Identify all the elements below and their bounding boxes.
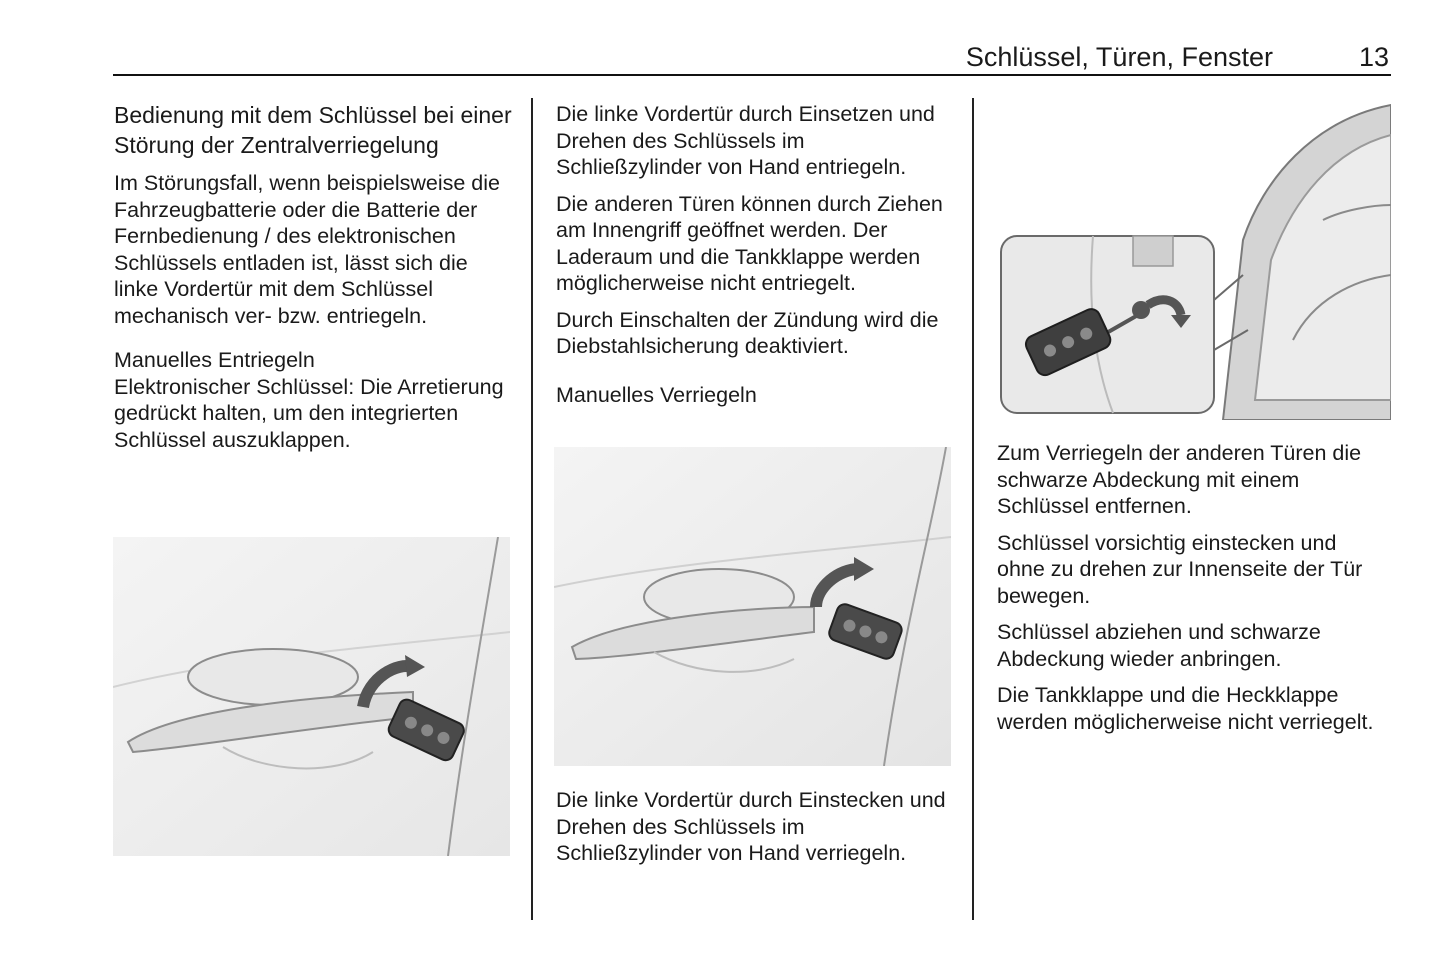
column-divider-2 (972, 98, 974, 920)
column-1 (114, 101, 514, 453)
section-heading: Bedienung mit dem Schlüssel bei einer Störung der Zentralverriegelung (114, 102, 512, 158)
door-edge-cover-image (993, 100, 1391, 420)
col3-paragraph-2: Schlüssel vorsichtig einstecken und ohne zu drehen zur Innenseite der Tür bewegen. (997, 530, 1363, 608)
door-handle-unlock-illustration (113, 537, 510, 856)
column-2 (556, 101, 956, 408)
subheading-unlock: Manuelles Entriegeln (114, 348, 315, 372)
unlock-instruction: Elektronischer Schlüssel: Die Arretierung gedrückt halten, um den integrierten Schlüssel auszuklappen. (114, 374, 504, 452)
page-number: 13 (1358, 42, 1389, 72)
door-handle-key-image (113, 537, 510, 856)
door-handle-lock-illustration (554, 447, 951, 766)
intro-paragraph: Im Störungsfall, wenn beispielsweise die Fahrzeugbatterie oder die Batterie der Fernbedienung / des elektronischen Schlüssels entladen ist, lässt sich die linke Vordertür mit dem Schlüssel mechanisch ver- bzw. entriegeln. (114, 171, 501, 328)
col2-paragraph-2: Die anderen Türen können durch Ziehen am Innengriff geöffnet werden. Der Laderaum und die Tankklappe werden möglicherweise nicht entriegelt. (556, 191, 943, 295)
col2-paragraph-3: Durch Einschalten der Zündung wird die Diebstahlsicherung deaktiviert. (556, 307, 939, 358)
door-handle-lock-image (554, 447, 951, 766)
col3-paragraph-3: Schlüssel abziehen und schwarze Abdeckung wieder anbringen. (997, 620, 1321, 671)
lock-caption (556, 787, 956, 867)
col2-paragraph-1: Die linke Vordertür durch Einsetzen und Drehen des Schlüssels im Schließzylinder von Hand entriegeln. (556, 102, 935, 179)
header-rule (113, 74, 1391, 76)
subheading-lock: Manuelles Verriegeln (556, 382, 757, 407)
column-divider-1 (531, 98, 533, 920)
header-title: Schlüssel, Türen, Fenster (965, 42, 1273, 72)
col3-paragraph-4: Die Tankklappe und die Heckklappe werden möglicherweise nicht verriegelt. (997, 683, 1374, 734)
column-3 (997, 440, 1389, 735)
lock-caption-text: Die linke Vordertür durch Einstecken und Drehen des Schlüssels im Schließzylinder von Hand verriegeln. (556, 788, 946, 865)
door-edge-cover-illustration (993, 100, 1391, 420)
col3-paragraph-1: Zum Verriegeln der anderen Türen die schwarze Abdeckung mit einem Schlüssel entfernen. (997, 441, 1362, 518)
